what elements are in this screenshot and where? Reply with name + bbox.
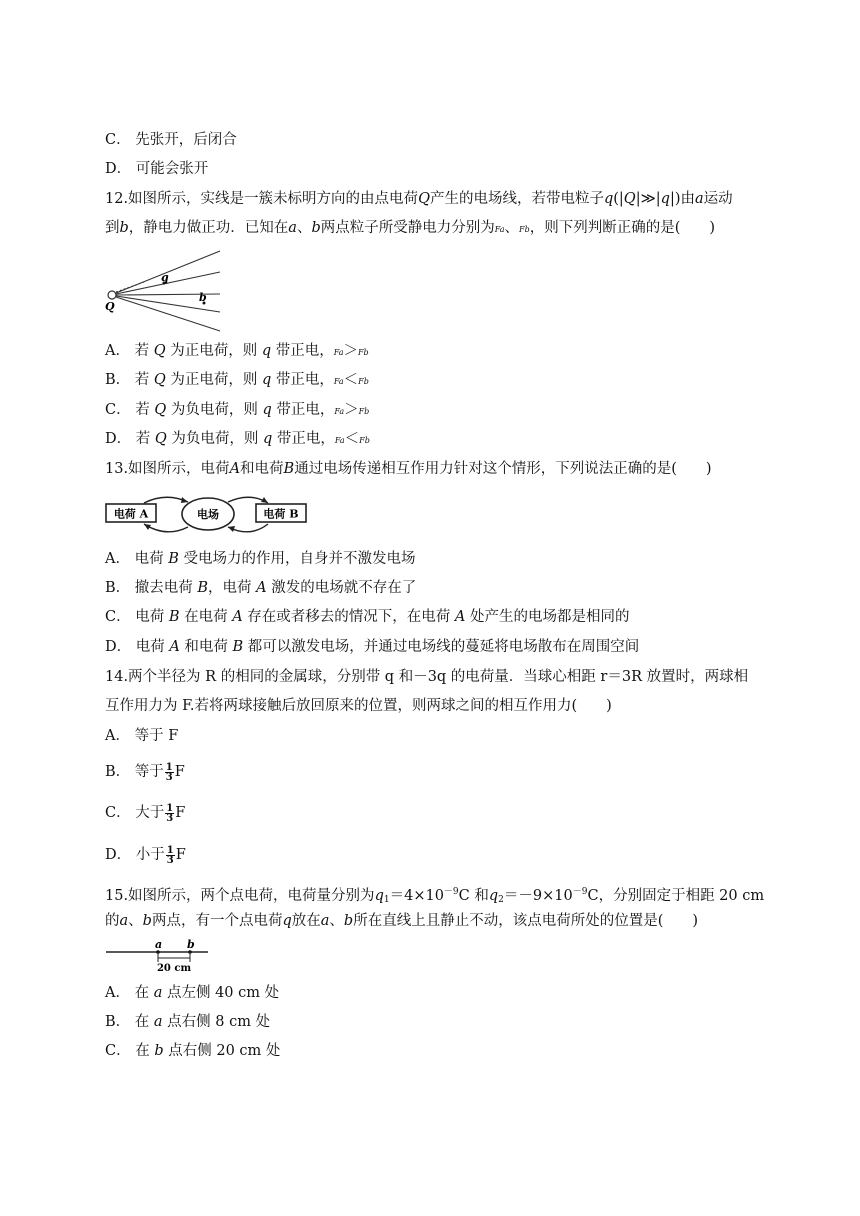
- label-b: b: [199, 291, 207, 304]
- fraction: $\frac{1}{3}$: [166, 802, 174, 824]
- label-q: q: [161, 271, 169, 284]
- q12-option-a: A． 若 Q 为正电荷，则 q 带正电，Fa＞Fb: [105, 343, 369, 359]
- q15-option-c: C． 在 b 点右侧 20 cm 处: [105, 1043, 281, 1059]
- q15-stem-line2: 的a、b两点，有一个点电荷q放在a、b所在直线上且静止不动，该点电荷所处的位置是( ): [105, 913, 699, 929]
- box-charge-b-label: 电荷 B: [263, 507, 299, 521]
- box-charge-a-label: 电荷 A: [113, 507, 149, 521]
- q15-option-a: A． 在 a 点左侧 40 cm 处: [105, 985, 280, 1001]
- q12-option-b: B． 若 Q 为正电荷，则 q 带正电，Fa＜Fb: [105, 372, 369, 388]
- label-b: b: [187, 938, 195, 951]
- fraction: $\frac{1}{3}$: [166, 844, 174, 866]
- q13-option-c: C． 电荷 B 在电荷 A 存在或者移去的情况下，在电荷 A 处产生的电场都是相同的: [105, 609, 630, 625]
- distance-label: 20 cm: [156, 963, 192, 974]
- field-ellipse-label: 电场: [197, 508, 219, 521]
- q14-option-b: B． 等于 $\frac{1}{3}$ F: [105, 761, 185, 783]
- q14-stem-line2: 互作用力为 F.若将两球接触后放回原来的位置，则两球之间的相互作用力( ): [105, 698, 612, 714]
- q12-stem-line2: 到b，静电力做正功．已知在a、b两点粒子所受静电力分别为Fa、Fb，则下列判断正确的是( ): [105, 220, 716, 236]
- q14-option-c: C． 大于 $\frac{1}{3}$ F: [105, 802, 186, 824]
- q12-field-lines-figure: [104, 248, 228, 332]
- source-charge-dot: [108, 291, 116, 299]
- q15-stem-line1: 15.如图所示，两个点电荷，电荷量分别为$q1=4\times 10^{-9}C$ 和$q2=-9\times 10^{-9}C$，分别固定于相距 20 cm: [105, 887, 765, 905]
- q13-stem: 13.如图所示，电荷A和电荷B通过电场传递相互作用力针对这个情形，下列说法正确的是( ): [105, 461, 712, 477]
- q12-option-d: D． 若 Q 为负电荷，则 q 带正电，Fa＜Fb: [105, 431, 370, 447]
- q12-option-c: C． 若 Q 为负电荷，则 q 带正电，Fa＞Fb: [105, 402, 370, 418]
- q13-option-d: D． 电荷 A 和电荷 B 都可以激发电场，并通过电场线的蔓延将电场散布在周围空间: [105, 639, 640, 655]
- q14-option-d: D． 小于 $\frac{1}{3}$ F: [105, 844, 186, 866]
- q14-stem-line1: 14.两个半径为 R 的相同的金属球，分别带 q 和－3q 的电荷量．当球心相距 r＝3R 放置时，两球相: [105, 669, 749, 685]
- q13-option-b: B． 撤去电荷 B，电荷 A 激发的电场就不存在了: [105, 580, 417, 596]
- prev-option-c: C． 先张开，后闭合: [105, 132, 237, 148]
- label-Q: Q: [105, 300, 115, 313]
- arrowhead: [228, 526, 235, 532]
- label-a: a: [155, 938, 163, 951]
- q15-option-b: B． 在 a 点右侧 8 cm 处: [105, 1014, 271, 1030]
- q12-stem-line1: 12.如图所示，实线是一簇未标明方向的由点电荷Q产生的电场线，若带电粒子q(|Q|≫|q|)由a运动: [105, 191, 733, 207]
- q14-option-a: A． 等于 F: [105, 728, 179, 744]
- prev-option-d: D． 可能会张开: [105, 161, 209, 177]
- arrowhead: [181, 497, 188, 503]
- q13-interaction-diagram: [104, 490, 308, 542]
- fraction: $\frac{1}{3}$: [165, 761, 173, 783]
- q15-line-figure: [104, 938, 208, 974]
- q13-option-a: A． 电荷 B 受电场力的作用，自身并不激发电场: [105, 551, 416, 567]
